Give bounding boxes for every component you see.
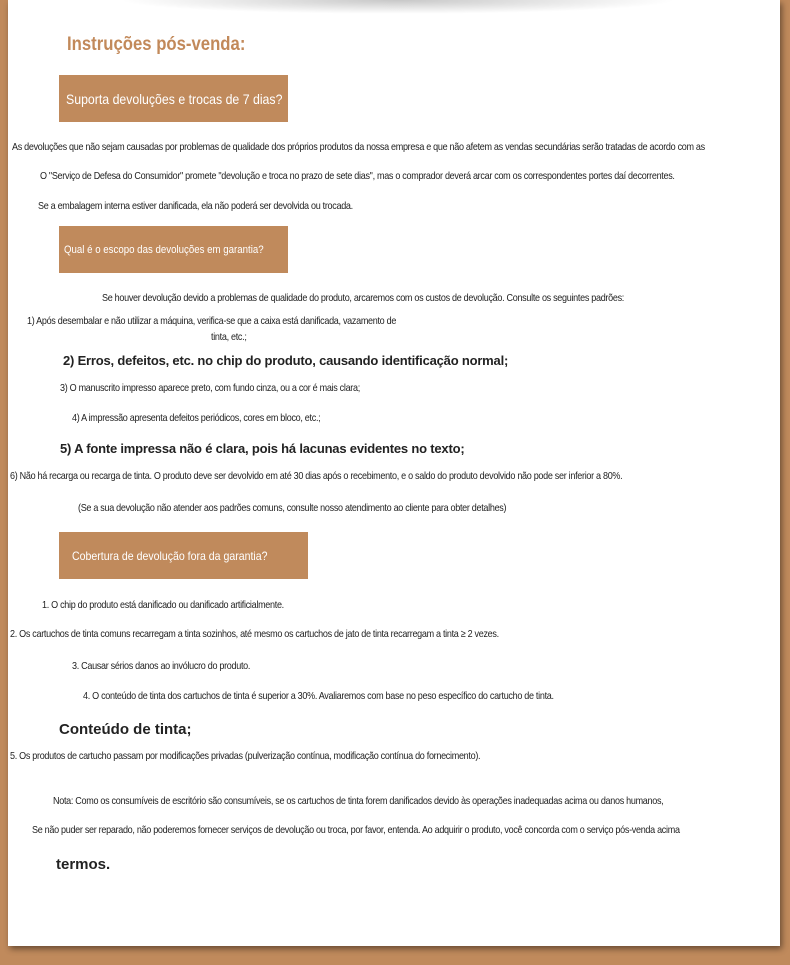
document-page bbox=[8, 0, 780, 946]
list-item: 2) Erros, defeitos, etc. no chip do produto, causando identificação normal; bbox=[63, 353, 509, 368]
list-item: 1) Após desembalar e não utilizar a máquina, verifica-se que a caixa está danificada, vazamento de bbox=[27, 315, 397, 327]
page-title: Instruções pós-venda: bbox=[67, 34, 246, 55]
list-item: 3. Causar sérios danos ao invólucro do produto. bbox=[72, 660, 251, 672]
list-item: 6) Não há recarga ou recarga de tinta. O produto deve ser devolvido em até 30 dias após o recebimento, e o saldo do produto devolvido não pode ser inferior a 80%. bbox=[10, 470, 623, 482]
list-item: 1. O chip do produto está danificado ou danificado artificialmente. bbox=[42, 599, 284, 611]
section-heading-returns bbox=[59, 75, 288, 122]
paragraph-note: (Se a sua devolução não atender aos padrões comuns, consulte nosso atendimento ao cliente para obter detalhes) bbox=[78, 502, 507, 514]
list-item: 5) A fonte impressa não é clara, pois há lacunas evidentes no texto; bbox=[60, 441, 465, 456]
top-shadow bbox=[118, 0, 678, 14]
paragraph-line: Se houver devolução devido a problemas de qualidade do produto, arcaremos com os custos de devolução. Consulte os seguintes padrões: bbox=[102, 292, 624, 304]
list-item: 5. Os produtos de cartucho passam por modificações privadas (pulverização contínua, modificação contínua do fornecimento). bbox=[10, 750, 481, 762]
note-line: Se não puder ser reparado, não poderemos fornecer serviços de devolução ou troca, por favor, entenda. Ao adquirir o produto, você concorda com o serviço pós-venda acima bbox=[32, 824, 680, 836]
list-item: 4. O conteúdo de tinta dos cartuchos de tinta é superior a 30%. Avaliaremos com base no peso específico do cartucho de tinta. bbox=[83, 690, 554, 702]
note-end: termos. bbox=[56, 856, 111, 873]
list-item-continuation: tinta, etc.; bbox=[211, 331, 247, 343]
list-item: 3) O manuscrito impresso aparece preto, com fundo cinza, ou a cor é mais clara; bbox=[60, 382, 360, 394]
list-item: 2. Os cartuchos de tinta comuns recarregam a tinta sozinhos, até mesmo os cartuchos de jato de tinta recarregam a tinta ≥ 2 vezes. bbox=[10, 628, 499, 640]
paragraph-line: Se a embalagem interna estiver danificada, ela não poderá ser devolvida ou trocada. bbox=[38, 200, 353, 212]
paragraph-line: As devoluções que não sejam causadas por problemas de qualidade dos próprios produtos da nossa empresa e que não afetem as vendas secundárias serão tratadas de acordo com as bbox=[12, 141, 705, 153]
section-heading-out-of-warranty bbox=[59, 532, 308, 579]
list-item: 4) A impressão apresenta defeitos periódicos, cores em bloco, etc.; bbox=[72, 412, 321, 424]
section-heading-warranty bbox=[59, 226, 288, 273]
section-heading-label: Cobertura de devolução fora da garantia? bbox=[72, 548, 268, 563]
section-heading-label: Qual é o escopo das devoluções em garantia? bbox=[64, 243, 264, 256]
subheading: Conteúdo de tinta; bbox=[59, 721, 192, 738]
paragraph-line: O "Serviço de Defesa do Consumidor" promete "devolução e troca no prazo de sete dias", mas o comprador deverá arcar com os correspondentes portes daí decorrentes. bbox=[40, 170, 675, 182]
section-heading-label: Suporta devoluções e trocas de 7 dias? bbox=[66, 90, 283, 107]
note-line: Nota: Como os consumíveis de escritório são consumíveis, se os cartuchos de tinta forem danificados devido às operações inadequadas acima ou danos humanos, bbox=[53, 795, 664, 807]
